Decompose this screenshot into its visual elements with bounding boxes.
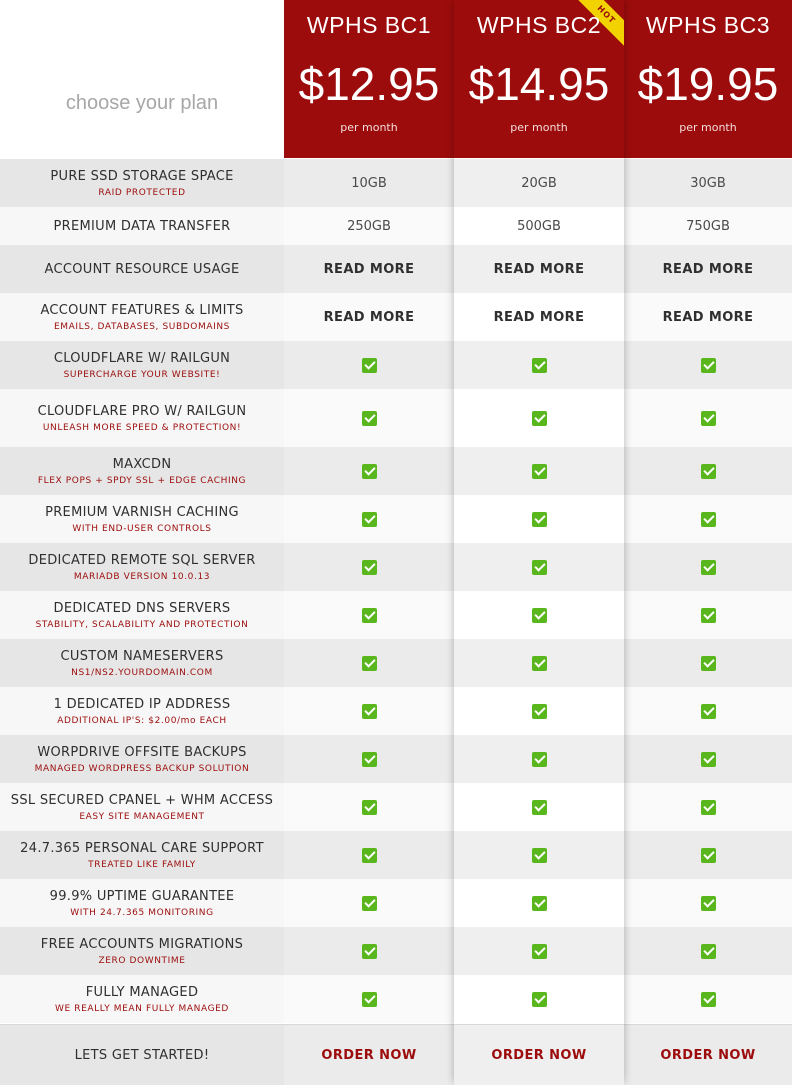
plan-cell — [284, 591, 454, 639]
plan-cell — [624, 293, 792, 341]
feature-subtitle: FLEX POPS + SPDY SSL + EDGE CACHING — [37, 475, 247, 486]
feature-row — [0, 735, 792, 783]
check-icon — [362, 800, 377, 815]
check-icon — [532, 608, 547, 623]
check-icon — [701, 358, 716, 373]
check-icon — [701, 896, 716, 911]
plan-cell — [284, 207, 454, 245]
feature-subtitle: MARIADB VERSION 10.0.13 — [73, 571, 211, 582]
read-more-link[interactable]: READ MORE — [493, 261, 585, 277]
feature-title: WORPDRIVE OFFSITE BACKUPS — [37, 744, 247, 760]
plan-cell — [454, 975, 624, 1023]
feature-row — [0, 245, 792, 293]
feature-label — [0, 927, 284, 975]
check-icon — [701, 848, 716, 863]
feature-title: ACCOUNT FEATURES & LIMITS — [40, 302, 244, 318]
plan-cell — [284, 1025, 454, 1085]
check-icon — [532, 512, 547, 527]
check-icon — [362, 411, 377, 426]
check-icon — [362, 512, 377, 527]
footer-label — [0, 1025, 284, 1085]
check-icon — [701, 944, 716, 959]
feature-label — [0, 879, 284, 927]
feature-label — [0, 495, 284, 543]
feature-title: PREMIUM VARNISH CACHING — [45, 504, 239, 520]
choose-plan-header — [0, 0, 284, 158]
plan-cell — [624, 207, 792, 245]
plan-cell — [454, 159, 624, 207]
feature-row — [0, 975, 792, 1023]
check-icon — [532, 752, 547, 767]
plan-cell — [284, 687, 454, 735]
plan-cell — [454, 879, 624, 927]
plan-cell — [284, 879, 454, 927]
feature-label — [0, 783, 284, 831]
feature-title: 99.9% UPTIME GUARANTEE — [49, 888, 235, 904]
feature-title: DEDICATED DNS SERVERS — [53, 600, 231, 616]
plan-cell — [624, 389, 792, 447]
feature-row — [0, 207, 792, 245]
plan-cell — [284, 389, 454, 447]
read-more-link[interactable]: READ MORE — [323, 261, 415, 277]
plan-price: $14.95 — [468, 58, 610, 110]
plan-cell — [454, 543, 624, 591]
plan-header — [284, 0, 454, 158]
plan-cell — [284, 245, 454, 293]
check-icon — [532, 992, 547, 1007]
feature-title: 1 DEDICATED IP ADDRESS — [53, 696, 231, 712]
feature-label — [0, 735, 284, 783]
feature-label — [0, 389, 284, 447]
feature-title: SSL SECURED CPANEL + WHM ACCESS — [10, 792, 274, 808]
plan-cell — [624, 927, 792, 975]
check-icon — [701, 608, 716, 623]
feature-title: CLOUDFLARE PRO W/ RAILGUN — [37, 403, 247, 419]
feature-subtitle: WE REALLY MEAN FULLY MANAGED — [55, 1003, 229, 1014]
feature-row — [0, 591, 792, 639]
feature-value: 750GB — [686, 218, 730, 234]
feature-title: MAXCDN — [112, 456, 172, 472]
plan-cell — [284, 927, 454, 975]
check-icon — [532, 411, 547, 426]
plan-cell — [624, 1025, 792, 1085]
feature-subtitle: WITH 24.7.365 MONITORING — [70, 907, 214, 918]
feature-title: FULLY MANAGED — [85, 984, 199, 1000]
feature-row — [0, 639, 792, 687]
check-icon — [701, 656, 716, 671]
check-icon — [701, 752, 716, 767]
choose-plan-label: choose your plan — [65, 92, 219, 114]
plan-cell — [624, 341, 792, 389]
check-icon — [362, 656, 377, 671]
check-icon — [362, 358, 377, 373]
feature-title: DEDICATED REMOTE SQL SERVER — [28, 552, 256, 568]
feature-row — [0, 927, 792, 975]
feature-label — [0, 159, 284, 207]
check-icon — [532, 704, 547, 719]
feature-label — [0, 207, 284, 245]
feature-subtitle: NS1/NS2.YOURDOMAIN.COM — [71, 667, 213, 678]
hot-badge: HOT — [571, 0, 624, 50]
check-icon — [362, 608, 377, 623]
feature-label — [0, 543, 284, 591]
plan-cell — [284, 735, 454, 783]
plan-cell — [624, 447, 792, 495]
feature-subtitle: ZERO DOWNTIME — [98, 955, 186, 966]
plan-cell — [454, 639, 624, 687]
plan-cell — [454, 245, 624, 293]
check-icon — [532, 800, 547, 815]
feature-title: FREE ACCOUNTS MIGRATIONS — [40, 936, 244, 952]
read-more-link[interactable]: READ MORE — [493, 309, 585, 325]
feature-subtitle: UNLEASH MORE SPEED & PROTECTION! — [42, 422, 242, 433]
plan-cell — [284, 341, 454, 389]
plan-cell — [454, 389, 624, 447]
feature-label — [0, 293, 284, 341]
check-icon — [701, 800, 716, 815]
plan-cell — [454, 783, 624, 831]
check-icon — [701, 992, 716, 1007]
check-icon — [362, 848, 377, 863]
check-icon — [362, 704, 377, 719]
footer-row — [0, 1024, 792, 1085]
check-icon — [362, 752, 377, 767]
feature-title: CLOUDFLARE W/ RAILGUN — [53, 350, 231, 366]
read-more-link[interactable]: READ MORE — [662, 309, 754, 325]
feature-subtitle: TREATED LIKE FAMILY — [88, 859, 196, 870]
check-icon — [701, 464, 716, 479]
feature-label — [0, 591, 284, 639]
check-icon — [701, 512, 716, 527]
plan-price: $12.95 — [298, 58, 440, 110]
plan-cell — [454, 927, 624, 975]
order-now-button[interactable]: ORDER NOW — [660, 1047, 756, 1063]
plan-name: WPHS BC2 — [476, 12, 602, 38]
feature-row — [0, 447, 792, 495]
feature-row — [0, 495, 792, 543]
plan-cell — [284, 159, 454, 207]
feature-label — [0, 245, 284, 293]
feature-subtitle: MANAGED WORDPRESS BACKUP SOLUTION — [34, 763, 250, 774]
feature-row — [0, 543, 792, 591]
plan-cell — [454, 591, 624, 639]
feature-label — [0, 639, 284, 687]
feature-title: PURE SSD STORAGE SPACE — [50, 168, 234, 184]
feature-subtitle: SUPERCHARGE YOUR WEBSITE! — [63, 369, 221, 380]
plan-cell — [624, 245, 792, 293]
plan-header — [454, 0, 624, 158]
plan-cell — [624, 831, 792, 879]
feature-row — [0, 159, 792, 207]
plan-name: WPHS BC1 — [306, 12, 432, 38]
plan-cell — [284, 783, 454, 831]
feature-label — [0, 687, 284, 735]
feature-label — [0, 831, 284, 879]
plan-cell — [284, 447, 454, 495]
plan-price: $19.95 — [637, 58, 779, 110]
plan-cell — [454, 341, 624, 389]
check-icon — [532, 656, 547, 671]
feature-row — [0, 783, 792, 831]
plan-name: WPHS BC3 — [645, 12, 771, 38]
feature-subtitle: STABILITY, SCALABILITY AND PROTECTION — [35, 619, 249, 630]
plan-period: per month — [510, 121, 568, 134]
feature-title: ACCOUNT RESOURCE USAGE — [44, 261, 240, 277]
plan-cell — [454, 735, 624, 783]
feature-title: CUSTOM NAMESERVERS — [60, 648, 224, 664]
plan-cell — [624, 159, 792, 207]
feature-value: 10GB — [351, 175, 387, 191]
check-icon — [532, 848, 547, 863]
check-icon — [701, 704, 716, 719]
plan-cell — [284, 831, 454, 879]
order-now-button[interactable]: ORDER NOW — [491, 1047, 587, 1063]
lets-get-started-label: LETS GET STARTED! — [74, 1047, 210, 1063]
plan-cell — [624, 543, 792, 591]
feature-subtitle: RAID PROTECTED — [98, 187, 186, 198]
plan-cell — [454, 831, 624, 879]
check-icon — [362, 896, 377, 911]
plan-cell — [284, 495, 454, 543]
plan-period: per month — [679, 121, 737, 134]
check-icon — [701, 560, 716, 575]
feature-label — [0, 447, 284, 495]
feature-value: 500GB — [517, 218, 561, 234]
plan-cell — [454, 293, 624, 341]
plan-cell — [284, 639, 454, 687]
check-icon — [362, 944, 377, 959]
plan-cell — [624, 975, 792, 1023]
plan-cell — [284, 293, 454, 341]
plan-cell — [624, 495, 792, 543]
plan-cell — [624, 591, 792, 639]
feature-row — [0, 341, 792, 389]
feature-row — [0, 293, 792, 341]
check-icon — [532, 464, 547, 479]
plan-cell — [624, 783, 792, 831]
read-more-link[interactable]: READ MORE — [323, 309, 415, 325]
feature-row — [0, 879, 792, 927]
feature-subtitle: ADDITIONAL IP'S: $2.00/mo EACH — [57, 715, 227, 726]
plan-cell — [454, 687, 624, 735]
feature-row — [0, 831, 792, 879]
check-icon — [532, 944, 547, 959]
plan-cell — [284, 543, 454, 591]
check-icon — [532, 896, 547, 911]
plan-cell — [624, 687, 792, 735]
plan-cell — [454, 1025, 624, 1085]
plan-cell — [624, 639, 792, 687]
feature-value: 30GB — [690, 175, 726, 191]
feature-subtitle: WITH END-USER CONTROLS — [72, 523, 212, 534]
plan-cell — [284, 975, 454, 1023]
plan-cell — [454, 495, 624, 543]
feature-label — [0, 975, 284, 1023]
plan-cell — [624, 735, 792, 783]
feature-row — [0, 389, 792, 447]
feature-title: PREMIUM DATA TRANSFER — [53, 218, 231, 234]
feature-value: 20GB — [521, 175, 557, 191]
feature-row — [0, 687, 792, 735]
plan-cell — [624, 879, 792, 927]
check-icon — [362, 560, 377, 575]
check-icon — [532, 358, 547, 373]
check-icon — [362, 992, 377, 1007]
read-more-link[interactable]: READ MORE — [662, 261, 754, 277]
feature-subtitle: EMAILS, DATABASES, SUBDOMAINS — [54, 321, 230, 332]
feature-title: 24.7.365 PERSONAL CARE SUPPORT — [20, 840, 264, 856]
order-now-button[interactable]: ORDER NOW — [321, 1047, 417, 1063]
plan-cell — [454, 207, 624, 245]
plan-header — [624, 0, 792, 158]
plan-period: per month — [340, 121, 398, 134]
check-icon — [701, 411, 716, 426]
check-icon — [362, 464, 377, 479]
feature-value: 250GB — [347, 218, 391, 234]
check-icon — [532, 560, 547, 575]
plan-cell — [454, 447, 624, 495]
feature-label — [0, 341, 284, 389]
feature-subtitle: EASY SITE MANAGEMENT — [79, 811, 205, 822]
